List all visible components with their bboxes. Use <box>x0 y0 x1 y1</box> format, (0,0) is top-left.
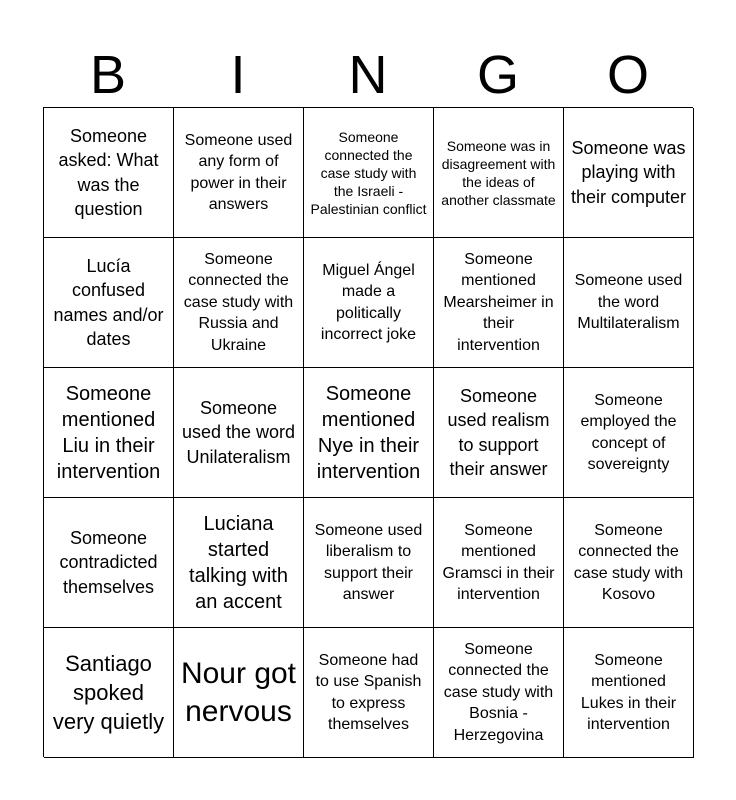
cell-text: Someone connected the case study with Kosovo <box>573 521 684 603</box>
cell-text: Someone used realism to support their answer <box>447 385 550 479</box>
bingo-cell-r3-c1[interactable] <box>174 498 304 628</box>
bingo-grid <box>43 107 693 757</box>
header-letter-g: G <box>476 45 519 105</box>
bingo-cell-r2-c4[interactable] <box>564 368 694 498</box>
cell-text: Someone mentioned Mearsheimer in their intervention <box>443 250 554 354</box>
cell-text: Someone used liberalism to support their answer <box>314 521 423 603</box>
cell-text: Someone was in disagreement with the ideas of another classmate <box>441 137 556 208</box>
bingo-cell-r1-c2[interactable] <box>304 238 434 368</box>
cell-text: Someone mentioned Nye in their intervention <box>316 382 421 483</box>
cell-text: Someone connected the case study with Bosnia - Herzegovina <box>443 640 554 744</box>
cell-text: Nour got nervous <box>180 656 297 728</box>
cell-text: Someone had to use Spanish to express themselves <box>315 651 422 733</box>
header-letter-o: O <box>606 45 649 105</box>
cell-text: Someone mentioned Gramsci in their intervention <box>442 521 555 603</box>
cell-text: Someone connected the case study with the Israeli - Palestinian conflict <box>310 128 427 217</box>
bingo-cell-r3-c3[interactable] <box>434 498 564 628</box>
header-letter-n: N <box>348 45 388 105</box>
cell-text: Someone connected the case study with Russia and Ukraine <box>183 250 294 354</box>
header-letter-b: B <box>89 45 127 105</box>
cell-text: Someone used the word Multilateralism <box>574 272 683 333</box>
bingo-cell-r2-c1[interactable] <box>174 368 304 498</box>
cell-text: Luciana started talking with an accent <box>189 512 288 613</box>
cell-text: Someone used the word Unilateralism <box>181 397 296 467</box>
bingo-cell-r4-c2[interactable] <box>304 628 434 758</box>
cell-text: Someone used any form of power in their answers <box>184 131 293 213</box>
header-letter-i: I <box>230 45 246 105</box>
cell-text: Someone was playing with their computer <box>570 137 687 207</box>
cell-text: Someone mentioned Liu in their intervention <box>56 382 161 483</box>
bingo-cell-r3-c0[interactable] <box>44 498 174 628</box>
bingo-cell-r0-c1[interactable] <box>174 108 304 238</box>
bingo-cell-r3-c2[interactable] <box>304 498 434 628</box>
bingo-header <box>43 42 693 108</box>
cell-text: Someone employed the concept of sovereignty <box>580 391 677 473</box>
cell-text: Someone mentioned Lukes in their intervention <box>580 651 677 733</box>
bingo-cell-r4-c0[interactable] <box>44 628 174 758</box>
bingo-cell-r0-c3[interactable] <box>434 108 564 238</box>
bingo-cell-r1-c0[interactable] <box>44 238 174 368</box>
cell-text: Someone asked: What was the question <box>58 125 159 219</box>
bingo-cell-r0-c4[interactable] <box>564 108 694 238</box>
cell-text: Someone contradicted themselves <box>59 527 158 597</box>
bingo-cell-r4-c3[interactable] <box>434 628 564 758</box>
bingo-cell-r0-c0[interactable] <box>44 108 174 238</box>
cell-text: Santiago spoked very quietly <box>52 651 165 734</box>
bingo-cell-r1-c1[interactable] <box>174 238 304 368</box>
bingo-cell-r2-c2[interactable] <box>304 368 434 498</box>
bingo-cell-r3-c4[interactable] <box>564 498 694 628</box>
bingo-cell-r4-c4[interactable] <box>564 628 694 758</box>
bingo-cell-r4-c1[interactable] <box>174 628 304 758</box>
bingo-cell-r0-c2[interactable] <box>304 108 434 238</box>
bingo-cell-r2-c0[interactable] <box>44 368 174 498</box>
cell-text: Miguel Ángel made a politically incorrect joke <box>320 261 417 343</box>
cell-text: Lucía confused names and/or dates <box>53 255 164 349</box>
bingo-cell-r2-c3[interactable] <box>434 368 564 498</box>
bingo-cell-r1-c3[interactable] <box>434 238 564 368</box>
bingo-cell-r1-c4[interactable] <box>564 238 694 368</box>
